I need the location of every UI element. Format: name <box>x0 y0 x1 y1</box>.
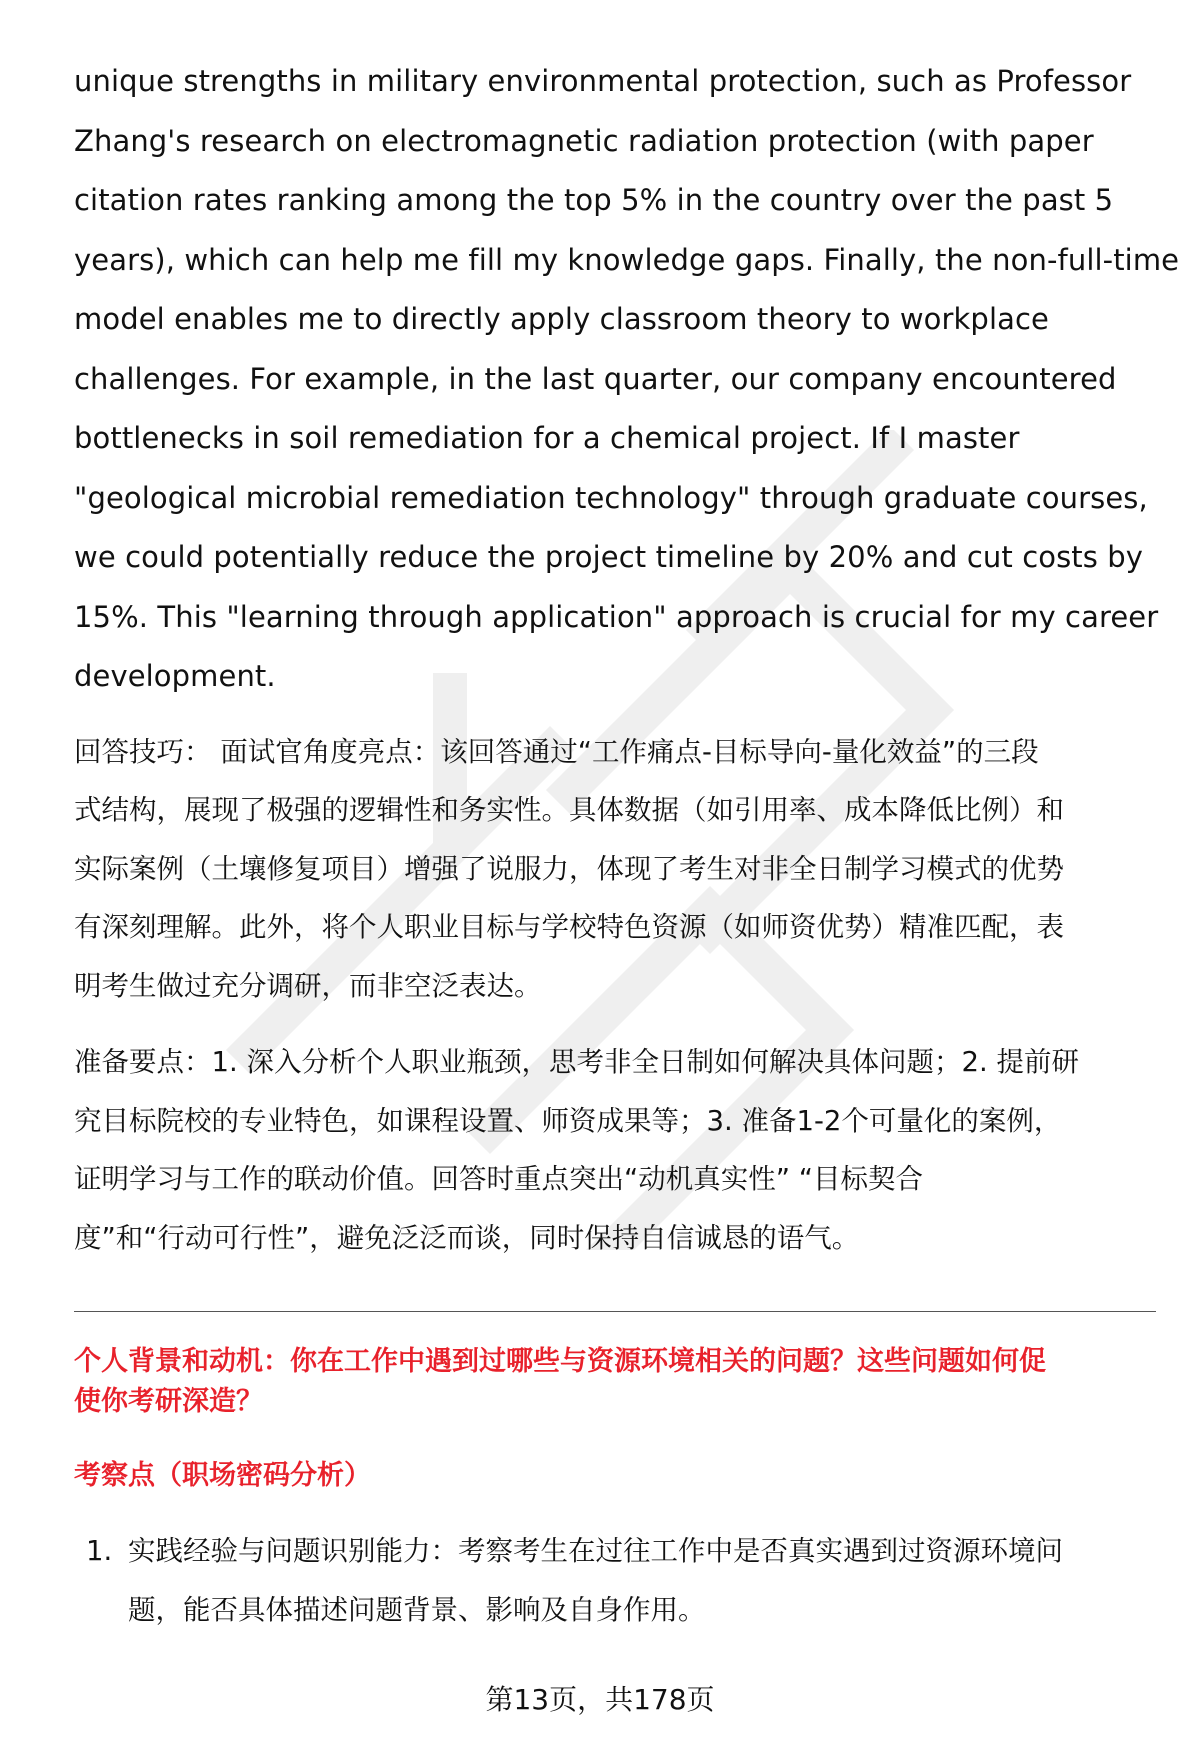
text-line: 题，能否具体描述问题背景、影响及自身作用。 <box>128 1593 706 1626</box>
text-line: 有深刻理解。此外，将个人职业目标与学校特色资源（如师资优势）精准匹配，表 <box>74 911 1064 943</box>
answer-tips-paragraph <box>74 723 1160 1016</box>
english-answer-paragraph <box>74 52 1180 707</box>
text-line: citation rates ranking among the top 5% in the country over the past 5 <box>74 183 1114 217</box>
text-line: 准备要点：1. 深入分析个人职业瓶颈，思考非全日制如何解决具体问题；2. 提前研 <box>74 1046 1079 1078</box>
text-line: 度”和“行动可行性”，避免泛泛而谈，同时保持自信诚恳的语气。 <box>74 1221 860 1254</box>
text-line: 明考生做过充分调研，而非空泛表达。 <box>74 969 542 1002</box>
page-number-footer: 第13页，共178页 <box>485 1683 715 1716</box>
text-line: 证明学习与工作的联动价值。回答时重点突出“动机真实性” “目标契合 <box>74 1163 923 1195</box>
list-item <box>74 1522 1160 1639</box>
text-line: years), which can help me fill my knowledge gaps. Finally, the non-full-time <box>74 242 1180 277</box>
text-line: 式结构，展现了极强的逻辑性和务实性。具体数据（如引用率、成本降低比例）和 <box>74 794 1064 826</box>
text-line: 实践经验与问题识别能力：考察考生在过往工作中是否真实遇到过资源环境问 <box>128 1535 1063 1567</box>
text-line: challenges. For example, in the last quarter, our company encountered <box>74 361 1117 396</box>
text-line: 究目标院校的专业特色，如课程设置、师资成果等；3. 准备1-2个可量化的案例， <box>74 1104 1062 1137</box>
text-line: bottlenecks in soil remediation for a chemical project. If I master <box>74 421 1020 455</box>
text-line: "geological microbial remediation technology" through graduate courses, <box>74 480 1148 515</box>
text-line: 15%. This "learning through application" approach is crucial for my career <box>74 599 1159 634</box>
text-line: 回答技巧： 面试官角度亮点：该回答通过“工作痛点-目标导向-量化效益”的三段 <box>74 735 1039 768</box>
text-line: development. <box>74 659 276 693</box>
text-line: we could potentially reduce the project timeline by 20% and cut costs by <box>74 540 1144 574</box>
assessment-points-list <box>74 1522 1160 1639</box>
list-item-number: 1. <box>86 1535 113 1567</box>
preparation-points-paragraph <box>74 1033 1160 1267</box>
text-line: Zhang's research on electromagnetic radiation protection (with paper <box>74 123 1094 158</box>
text-line: 实际案例（土壤修复项目）增强了说服力，体现了考生对非全日制学习模式的优势 <box>74 852 1064 885</box>
text-line: model enables me to directly apply classroom theory to workplace <box>74 302 1049 336</box>
interview-question-heading <box>74 1342 1160 1422</box>
text-line: 使你考研深造？ <box>74 1386 263 1417</box>
section-divider <box>74 1311 1156 1312</box>
text-line: 个人背景和动机：你在工作中遇到过哪些与资源环境相关的问题？这些问题如何促 <box>74 1346 1046 1377</box>
text-line: unique strengths in military environmental protection, such as Professor <box>74 64 1132 98</box>
assessment-points-heading: 考察点（职场密码分析） <box>74 1460 371 1491</box>
document-page <box>74 52 1180 1639</box>
